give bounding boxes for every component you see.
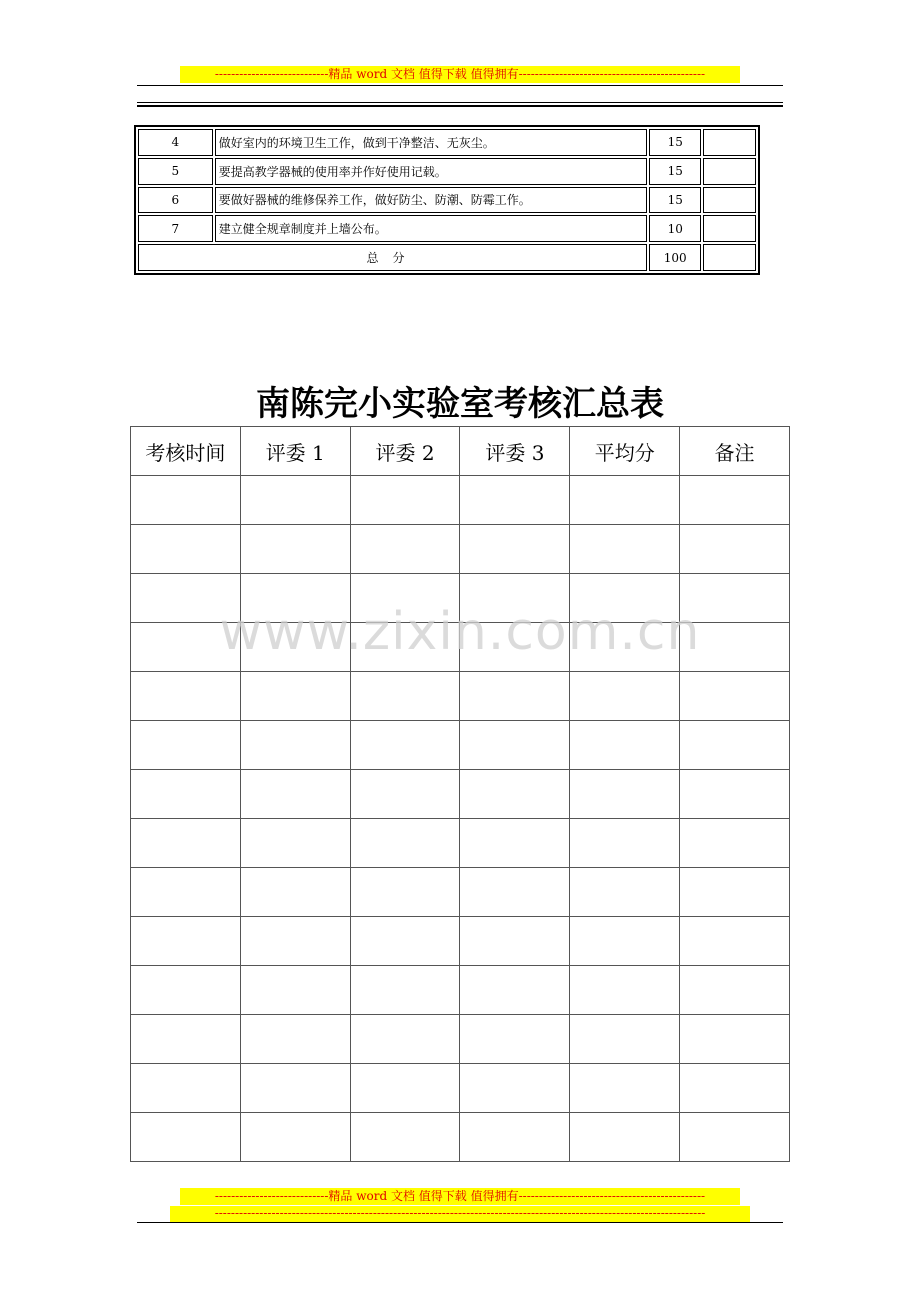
table-cell [460, 672, 570, 721]
item-note [703, 129, 756, 156]
table-cell [570, 770, 680, 819]
table-cell [131, 966, 241, 1015]
table-cell [460, 525, 570, 574]
table-row [131, 721, 790, 770]
table-cell [680, 525, 790, 574]
table-cell [680, 1015, 790, 1064]
rules-table [134, 125, 760, 275]
header-cell: 备注 [680, 427, 790, 476]
item-content: 做好室内的环境卫生工作，做到干净整洁、无灰尘。 [215, 129, 647, 156]
table-cell [131, 1015, 241, 1064]
table-cell [680, 819, 790, 868]
table-cell [131, 868, 241, 917]
table-cell [570, 525, 680, 574]
table-cell [570, 1015, 680, 1064]
item-number: 6 [138, 187, 213, 214]
table-cell [131, 819, 241, 868]
table-cell [131, 525, 241, 574]
table-cell [460, 721, 570, 770]
table-cell [350, 1015, 460, 1064]
header-cell: 评委 3 [460, 427, 570, 476]
table-row [131, 770, 790, 819]
table-cell [460, 770, 570, 819]
item-content: 要提高教学器械的使用率并作好使用记载。 [215, 158, 647, 185]
table-cell [460, 1113, 570, 1162]
table-cell [350, 917, 460, 966]
footer-banner-dashes: ------------------------------------------------------------------------------------------------------------------------- [170, 1206, 750, 1222]
table-cell [680, 770, 790, 819]
header-cell: 评委 2 [350, 427, 460, 476]
table-cell [240, 868, 350, 917]
table-row [131, 476, 790, 525]
table-cell [240, 819, 350, 868]
item-note [703, 215, 756, 242]
table-cell [460, 917, 570, 966]
table-cell [240, 1015, 350, 1064]
table-cell [570, 721, 680, 770]
table-cell [570, 476, 680, 525]
table-cell [131, 1064, 241, 1113]
header-rule-double-1 [137, 102, 783, 103]
table-cell [240, 672, 350, 721]
table-cell [680, 721, 790, 770]
table-cell [240, 721, 350, 770]
table-cell [570, 819, 680, 868]
table-cell [131, 770, 241, 819]
total-row [138, 244, 756, 271]
table-cell [460, 819, 570, 868]
table-cell [131, 721, 241, 770]
table-cell [240, 770, 350, 819]
table-cell [350, 476, 460, 525]
table-row [131, 1015, 790, 1064]
item-content: 建立健全规章制度并上墙公布。 [215, 215, 647, 242]
header-cell: 考核时间 [131, 427, 241, 476]
table-cell [240, 966, 350, 1015]
table-row [131, 966, 790, 1015]
summary-header-row [131, 427, 790, 476]
table-cell [350, 721, 460, 770]
table-cell [680, 672, 790, 721]
table-cell [350, 525, 460, 574]
top-banner: ----------------------------精品 word 文档 值得下载 值得拥有---------------------------------------------- [180, 66, 740, 83]
item-number: 5 [138, 158, 213, 185]
footer-rule [137, 1222, 783, 1223]
header-cell: 评委 1 [240, 427, 350, 476]
table-row [138, 215, 756, 242]
item-note [703, 158, 756, 185]
item-content: 要做好器械的维修保养工作，做好防尘、防潮、防霉工作。 [215, 187, 647, 214]
item-score: 15 [649, 129, 702, 156]
summary-body [131, 476, 790, 1162]
table-cell [680, 917, 790, 966]
header-rule-double-2 [137, 105, 783, 107]
table-cell [460, 966, 570, 1015]
summary-table [130, 426, 790, 1162]
table-cell [350, 672, 460, 721]
footer-banner: ----------------------------精品 word 文档 值得下载 值得拥有---------------------------------------------- [180, 1188, 740, 1205]
table-cell [460, 868, 570, 917]
table-cell [570, 672, 680, 721]
table-cell [460, 1015, 570, 1064]
table-cell [680, 1113, 790, 1162]
item-note [703, 187, 756, 214]
table-cell [131, 672, 241, 721]
watermark: www.zixin.com.cn [219, 602, 701, 662]
table-row [131, 819, 790, 868]
item-score: 15 [649, 158, 702, 185]
total-note [703, 244, 756, 271]
item-number: 4 [138, 129, 213, 156]
item-number: 7 [138, 215, 213, 242]
table-cell [570, 917, 680, 966]
table-row [131, 868, 790, 917]
table-cell [240, 476, 350, 525]
table-cell [570, 1113, 680, 1162]
table-cell [240, 917, 350, 966]
table-row [131, 525, 790, 574]
table-cell [460, 1064, 570, 1113]
table-row [131, 917, 790, 966]
table-cell [131, 1113, 241, 1162]
item-score: 10 [649, 215, 702, 242]
table-cell [240, 1113, 350, 1162]
table-cell [680, 1064, 790, 1113]
total-label: 总分 [138, 244, 647, 271]
table-row [138, 129, 756, 156]
header-rule-top [137, 85, 783, 86]
table-cell [570, 868, 680, 917]
summary-title: 南陈完小实验室考核汇总表 [256, 384, 664, 424]
table-cell [570, 1064, 680, 1113]
table-cell [131, 476, 241, 525]
table-cell [131, 917, 241, 966]
table-cell [570, 966, 680, 1015]
table-cell [680, 966, 790, 1015]
table-cell [240, 1064, 350, 1113]
table-cell [350, 966, 460, 1015]
total-score: 100 [649, 244, 702, 271]
table-cell [350, 1113, 460, 1162]
table-cell [350, 1064, 460, 1113]
table-cell [350, 819, 460, 868]
header-cell: 平均分 [570, 427, 680, 476]
table-row [131, 672, 790, 721]
item-score: 15 [649, 187, 702, 214]
table-row [131, 1064, 790, 1113]
table-row [131, 1113, 790, 1162]
table-cell [460, 476, 570, 525]
table-cell [350, 770, 460, 819]
table-row [138, 187, 756, 214]
table-cell [240, 525, 350, 574]
table-cell [680, 868, 790, 917]
table-cell [680, 476, 790, 525]
table-cell [350, 868, 460, 917]
table-row [138, 158, 756, 185]
